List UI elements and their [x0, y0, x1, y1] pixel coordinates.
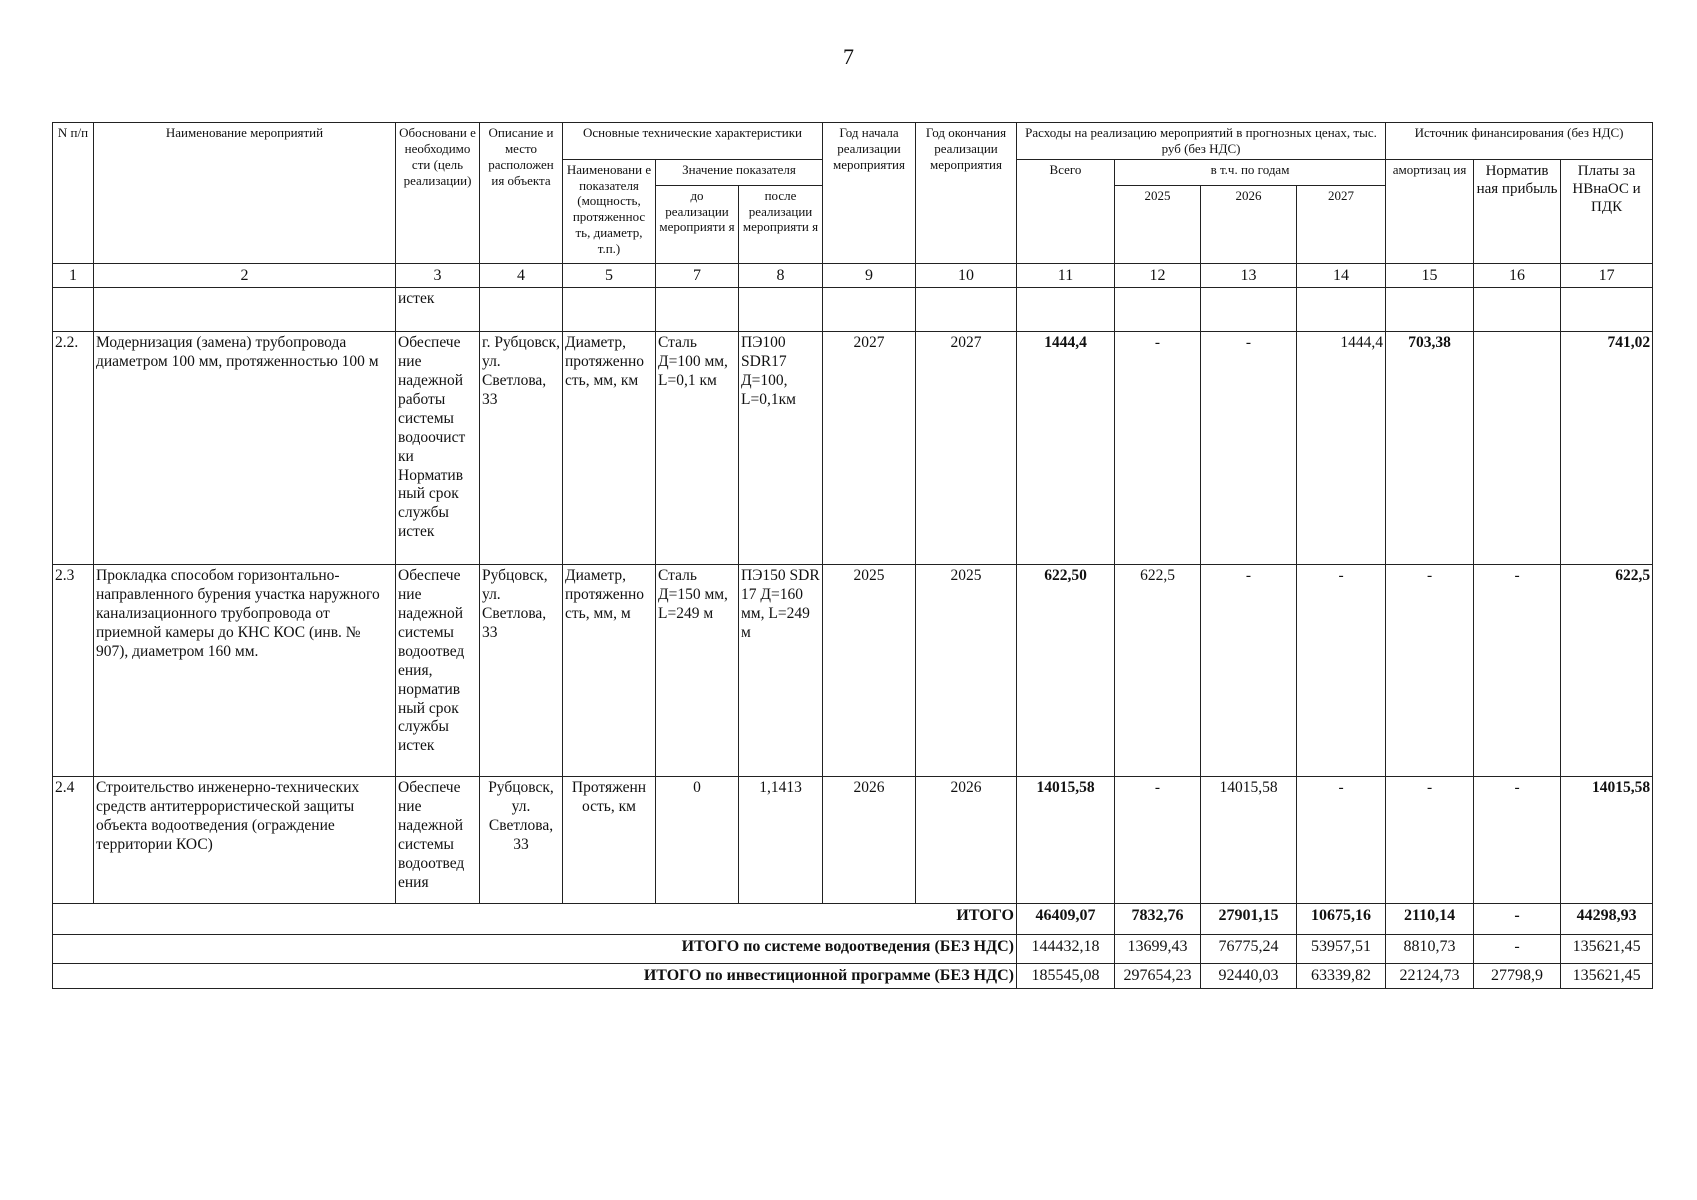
row-name: Модернизация (замена) трубопровода диаметром 100 мм, протяженностью 100 м [94, 332, 396, 565]
header-by-years: в т.ч. по годам [1115, 159, 1386, 185]
row-amortization: - [1386, 777, 1474, 904]
totals-amortization: 22124,73 [1386, 964, 1474, 989]
row-end-year: 2027 [916, 332, 1017, 565]
totals-2025: 13699,43 [1115, 935, 1201, 964]
row-amortization: 703,38 [1386, 332, 1474, 565]
totals-label: ИТОГО по инвестиционной программе (БЕЗ НДС) [53, 964, 1017, 989]
row-num: 2.3 [53, 565, 94, 777]
row-num: 2.4 [53, 777, 94, 904]
table-row [53, 332, 1653, 565]
row-profit: - [1474, 565, 1561, 777]
totals-total: 144432,18 [1017, 935, 1115, 964]
table-row [53, 777, 1653, 904]
table-row [53, 565, 1653, 777]
totals-fees: 135621,45 [1561, 964, 1653, 989]
header-year-2025: 2025 [1115, 185, 1201, 263]
row-start-year: 2025 [823, 565, 916, 777]
header-year-2027: 2027 [1297, 185, 1386, 263]
column-number: 17 [1561, 263, 1653, 288]
row-before: Сталь Д=100 мм, L=0,1 км [656, 332, 739, 565]
column-number: 2 [94, 263, 396, 288]
column-number: 11 [1017, 263, 1115, 288]
totals-2026: 76775,24 [1201, 935, 1297, 964]
investment-program-table [52, 122, 1653, 989]
header-indicator-name: Наименовани е показателя (мощность, протяженнос ть, диаметр, т.п.) [563, 159, 656, 263]
header-start-year: Год начала реализации мероприятия [823, 123, 916, 264]
totals-2025: 297654,23 [1115, 964, 1201, 989]
totals-row [53, 904, 1653, 935]
row-name: Прокладка способом горизонтально-направленного бурения участка наружного канализационного трубопровода от приемной камеры до КНС КОС (инв. № 907), диаметром 160 мм. [94, 565, 396, 777]
row-indicator: Диаметр, протяженно сть, мм, м [563, 565, 656, 777]
totals-2027: 53957,51 [1297, 935, 1386, 964]
row-end-year: 2026 [916, 777, 1017, 904]
header-profit: Норматив ная прибыль [1474, 159, 1561, 263]
row-fees: 622,5 [1561, 565, 1653, 777]
column-number: 7 [656, 263, 739, 288]
header-amortization: амортизац ия [1386, 159, 1474, 263]
column-number: 1 [53, 263, 94, 288]
column-number: 4 [480, 263, 563, 288]
row-2026: - [1201, 332, 1297, 565]
column-number: 14 [1297, 263, 1386, 288]
row-start-year: 2026 [823, 777, 916, 904]
header-after: после реализации мероприяти я [739, 185, 823, 263]
column-number: 10 [916, 263, 1017, 288]
row-2026: 14015,58 [1201, 777, 1297, 904]
row-fees: 741,02 [1561, 332, 1653, 565]
row-amortization: - [1386, 565, 1474, 777]
totals-label: ИТОГО [53, 904, 1017, 935]
row-justification: Обеспече ние надежной работы системы водоочист ки Норматив ный срок службы истек [396, 332, 480, 565]
column-number: 16 [1474, 263, 1561, 288]
header-location: Описание и место расположен ия объекта [480, 123, 563, 264]
row-total: 622,50 [1017, 565, 1115, 777]
row-end-year: 2025 [916, 565, 1017, 777]
header-year-2026: 2026 [1201, 185, 1297, 263]
row-profit [1474, 332, 1561, 565]
row-location: Рубцовск, ул. Светлова, 33 [480, 565, 563, 777]
row-2027: - [1297, 565, 1386, 777]
header-funding-group: Источник финансирования (без НДС) [1386, 123, 1653, 160]
row-2025: - [1115, 332, 1201, 565]
totals-2026: 27901,15 [1201, 904, 1297, 935]
totals-profit: 27798,9 [1474, 964, 1561, 989]
header-costs-group: Расходы на реализацию мероприятий в прогнозных ценах, тыс. руб (без НДС) [1017, 123, 1386, 160]
header-fees: Платы за НВнаОС и ПДК [1561, 159, 1653, 263]
row-justification: Обеспече ние надежной системы водоотвед ения [396, 777, 480, 904]
row-indicator: Протяженн ость, км [563, 777, 656, 904]
header-justification: Обосновани е необходимо сти (цель реализации) [396, 123, 480, 264]
totals-2027: 63339,82 [1297, 964, 1386, 989]
row-2027: 1444,4 [1297, 332, 1386, 565]
row-after: ПЭ100 SDR17 Д=100, L=0,1км [739, 332, 823, 565]
row-total: 1444,4 [1017, 332, 1115, 565]
row-fees: 14015,58 [1561, 777, 1653, 904]
column-number: 13 [1201, 263, 1297, 288]
totals-label: ИТОГО по системе водоотведения (БЕЗ НДС) [53, 935, 1017, 964]
row-num: 2.2. [53, 332, 94, 565]
totals-profit: - [1474, 904, 1561, 935]
column-number: 3 [396, 263, 480, 288]
row-start-year: 2027 [823, 332, 916, 565]
column-number: 12 [1115, 263, 1201, 288]
totals-total: 46409,07 [1017, 904, 1115, 935]
column-number: 15 [1386, 263, 1474, 288]
header-tech-group: Основные технические характеристики [563, 123, 823, 160]
row-before: 0 [656, 777, 739, 904]
header-end-year: Год окончания реализации мероприятия [916, 123, 1017, 264]
totals-fees: 135621,45 [1561, 935, 1653, 964]
page-number: 7 [843, 44, 854, 69]
row-name: Строительство инженерно-технических средств антитеррористической защиты объекта водоотведения (ограждение территории КОС) [94, 777, 396, 904]
carryover-text: истек [396, 288, 480, 332]
row-2025: - [1115, 777, 1201, 904]
totals-2026: 92440,03 [1201, 964, 1297, 989]
row-location: Рубцовск, ул. Светлова, 33 [480, 777, 563, 904]
totals-row [53, 935, 1653, 964]
totals-row [53, 964, 1653, 989]
row-after: ПЭ150 SDR 17 Д=160 мм, L=249 м [739, 565, 823, 777]
row-before: Сталь Д=150 мм, L=249 м [656, 565, 739, 777]
column-number: 5 [563, 263, 656, 288]
column-number: 8 [739, 263, 823, 288]
column-number: 9 [823, 263, 916, 288]
totals-total: 185545,08 [1017, 964, 1115, 989]
header-indicator-value: Значение показателя [656, 159, 823, 185]
row-total: 14015,58 [1017, 777, 1115, 904]
row-2026: - [1201, 565, 1297, 777]
row-after: 1,1413 [739, 777, 823, 904]
header-name: Наименование мероприятий [94, 123, 396, 264]
row-2027: - [1297, 777, 1386, 904]
totals-2025: 7832,76 [1115, 904, 1201, 935]
totals-profit: - [1474, 935, 1561, 964]
row-location: г. Рубцовск, ул. Светлова, 33 [480, 332, 563, 565]
totals-fees: 44298,93 [1561, 904, 1653, 935]
totals-amortization: 8810,73 [1386, 935, 1474, 964]
row-2025: 622,5 [1115, 565, 1201, 777]
header-num: N п/п [53, 123, 94, 264]
header-before: до реализации мероприяти я [656, 185, 739, 263]
row-profit: - [1474, 777, 1561, 904]
totals-2027: 10675,16 [1297, 904, 1386, 935]
totals-amortization: 2110,14 [1386, 904, 1474, 935]
header-total: Всего [1017, 159, 1115, 263]
row-indicator: Диаметр, протяженно сть, мм, км [563, 332, 656, 565]
row-justification: Обеспече ние надежной системы водоотвед ения, норматив ный срок службы истек [396, 565, 480, 777]
